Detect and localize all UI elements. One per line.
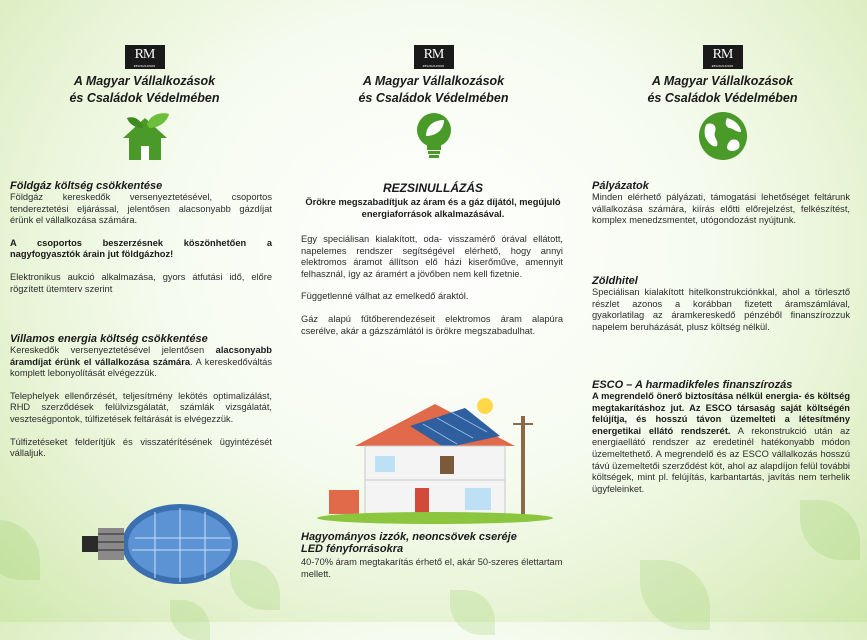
solar-bulb-image xyxy=(70,498,240,588)
rm-logo: RM RESZIGNATION xyxy=(125,45,165,69)
rezsinullazas-paragraph-3: Gáz alapú fűtőberendezéseit elektromos áram alapúra cserélve, akár a gázszámlától is örökre megszabadulhat. xyxy=(301,313,563,336)
electricity-paragraph-1: Kereskedők versenyeztetésével jelentősen alacsonyabb áramdíjat érünk el vállalkozása számára. A kereskedőváltás komplett lebonyolítását elvégezzük. xyxy=(10,345,272,379)
gas-paragraph-2: A csoportos beszerzésnek köszönhetően a nagyfogyasztók árain jut földgázhoz! xyxy=(10,237,272,260)
section-title-palyazatok: Pályázatok xyxy=(592,180,649,192)
palyazatok-paragraph: Minden elérhető pályázati, támogatási lehetőséget feltárunk vállalkozása számára, kiírás előtti előrejelzést, felkészítést, komplex menedzsmentet, utógondozást nyújtunk. xyxy=(592,192,850,226)
section-title-electricity: Villamos energia költség csökkentése xyxy=(10,333,208,345)
rm-logo: RM RESZIGNATION xyxy=(703,45,743,69)
panel-middle xyxy=(289,0,578,622)
gas-paragraph-3: Elektronikus aukció alkalmazása, gyors átfutási idő, előre rögzített ütemterv szerint xyxy=(10,271,272,294)
tagline: A Magyar Vállalkozások és Családok Védelmében xyxy=(647,74,798,105)
esco-paragraph: A megrendelő önerő biztosítása nélkül energia- és költség megtakarításhoz jut. Az ESCO társaság saját költségén felújítja, és hosszú távon üzemelteti a létesítmény energetikai ellátó rendszerét. A rekonstrukció után az energiaellátó rendszer az eredetinél hatékonyabb módon üzemeltethető. A megrendelő és az ESCO vállalkozás hosszú távú üzemeltetői szerződést köt, ahol az alapdíjon felül további költségek, mint pl. felújítás, karbantartás, javítás nem terhelik ügyfeleinket. xyxy=(592,391,850,494)
led-section-title: Hagyományos izzók, neoncsövek cseréje LED fényforrásokra xyxy=(301,531,517,555)
tagline: A Magyar Vállalkozások és Családok Védelmében xyxy=(69,74,220,105)
house-leaf-icon xyxy=(117,108,173,164)
section-title-esco: ESCO – A harmadikfeles finanszírozás xyxy=(592,379,793,391)
electricity-paragraph-3: Túlfizetéseket felderítjük és visszatérítésének ügyintézését vállaljuk. xyxy=(10,436,272,459)
rezsinullazas-paragraph-2: Függetlenné válhat az emelkedő áraktól. xyxy=(301,291,469,302)
gas-paragraph-1: Földgáz kereskedők versenyeztetésével, csoportos tendereztetési eljárással, jelentősen alacsonyabb gázdíjat érünk el vállalkozása számára. xyxy=(10,192,272,226)
panel-right xyxy=(578,0,867,622)
tagline: A Magyar Vállalkozások és Családok Védelmében xyxy=(358,74,509,105)
globe-icon xyxy=(695,108,751,164)
rezsinullazas-paragraph-1: Egy speciálisan kialakított, oda- visszamérő órával ellátott, napelemes rendszer segítségével elérhető, hogy annyi elektromos áramot állítson elő házi kiserőműve, amennyit felhasznál, így az áramért a jövőben nem kell fizetnie. xyxy=(301,234,563,279)
rezsinullazas-subtitle: Örökre megszabadítjuk az áram és a gáz díjától, megújuló energiaforrások alkalmazásával. xyxy=(305,197,561,219)
led-paragraph: 40-70% áram megtakarítás érhető el, akár 50-szeres élettartam mellett. xyxy=(301,557,563,579)
section-title-zoldhitel: Zöldhitel xyxy=(592,275,638,287)
electricity-paragraph-2: Telephelyek ellenőrzését, teljesítmény lekötés optimalizálást, RHD szerződések felülvizsgálatát, számlák vizsgálatát, veszteségpontok, túlfizetések feltárását is elvégezzük. xyxy=(10,390,272,424)
rezsinullazas-title: REZSINULLÁZÁS xyxy=(383,181,483,195)
lightbulb-leaf-icon xyxy=(406,108,462,164)
section-title-gas: Földgáz költség csökkentése xyxy=(10,180,163,192)
panel-left xyxy=(0,0,289,622)
zoldhitel-paragraph: Speciálisan kialakított hitelkonstrukciónkkal, ahol a törlesztő részlet azonos a korábban fizetett áramszámlával, gyakorlatilag az áramkereskedő pénzéből finanszírozzuk napelem beruházását, plusz költség nélkül. xyxy=(592,287,850,332)
solar-house-illustration xyxy=(315,396,555,524)
rm-logo: RM RESZIGNATION xyxy=(414,45,454,69)
